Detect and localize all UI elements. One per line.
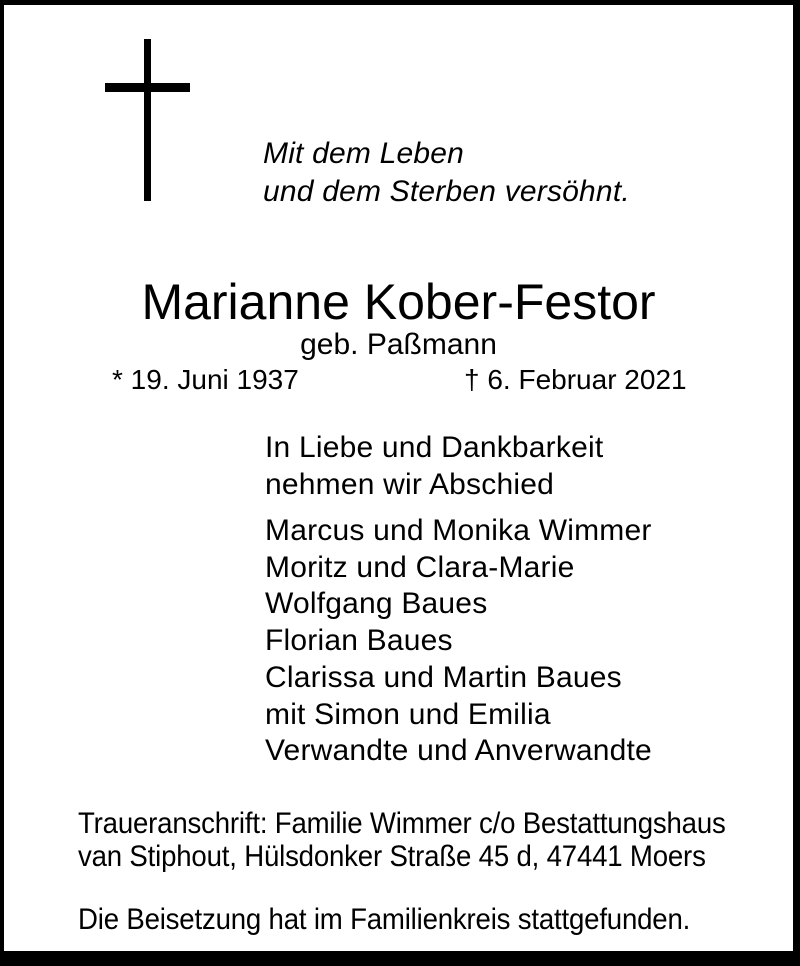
cross-horizontal-bar: [105, 83, 190, 92]
cross-icon: [105, 39, 190, 201]
mourners-list: [265, 513, 652, 770]
deceased-name: Marianne Kober-Festor: [141, 274, 656, 330]
burial-notice: Die Beisetzung hat im Familienkreis stattgefunden.: [78, 903, 691, 936]
birth-date: * 19. Juni 1937: [112, 364, 299, 395]
mourner-line: mit Simon und Emilia: [265, 697, 551, 731]
mourner-line: Florian Baues: [265, 624, 453, 658]
motto: [263, 135, 630, 211]
motto-line-1: Mit dem Leben: [263, 137, 465, 170]
mourning-address: [78, 807, 782, 873]
mourner-line: Marcus und Monika Wimmer: [265, 514, 652, 547]
farewell-line-1: In Liebe und Dankbarkeit: [265, 431, 604, 464]
address-line-2: van Stiphout, Hülsdonker Straße 45 d, 47441 Moers: [78, 840, 706, 873]
mourner-line: Moritz und Clara-Marie: [265, 550, 575, 584]
cross-vertical-bar: [144, 39, 151, 201]
maiden-name: geb. Paßmann: [300, 328, 497, 361]
obituary-notice: [4, 5, 793, 951]
death-date: † 6. Februar 2021: [464, 364, 687, 395]
farewell-line-2: nehmen wir Abschied: [265, 468, 554, 501]
motto-line-2: und dem Sterben versöhnt.: [263, 175, 630, 208]
mourner-line: Clarissa und Martin Baues: [265, 660, 622, 694]
mourner-line: Verwandte und Anverwandte: [265, 734, 652, 768]
mourner-line: Wolfgang Baues: [265, 587, 488, 621]
address-line-1: Traueranschrift: Familie Wimmer c/o Bestattungshaus: [78, 807, 726, 840]
farewell-text: [265, 429, 603, 503]
